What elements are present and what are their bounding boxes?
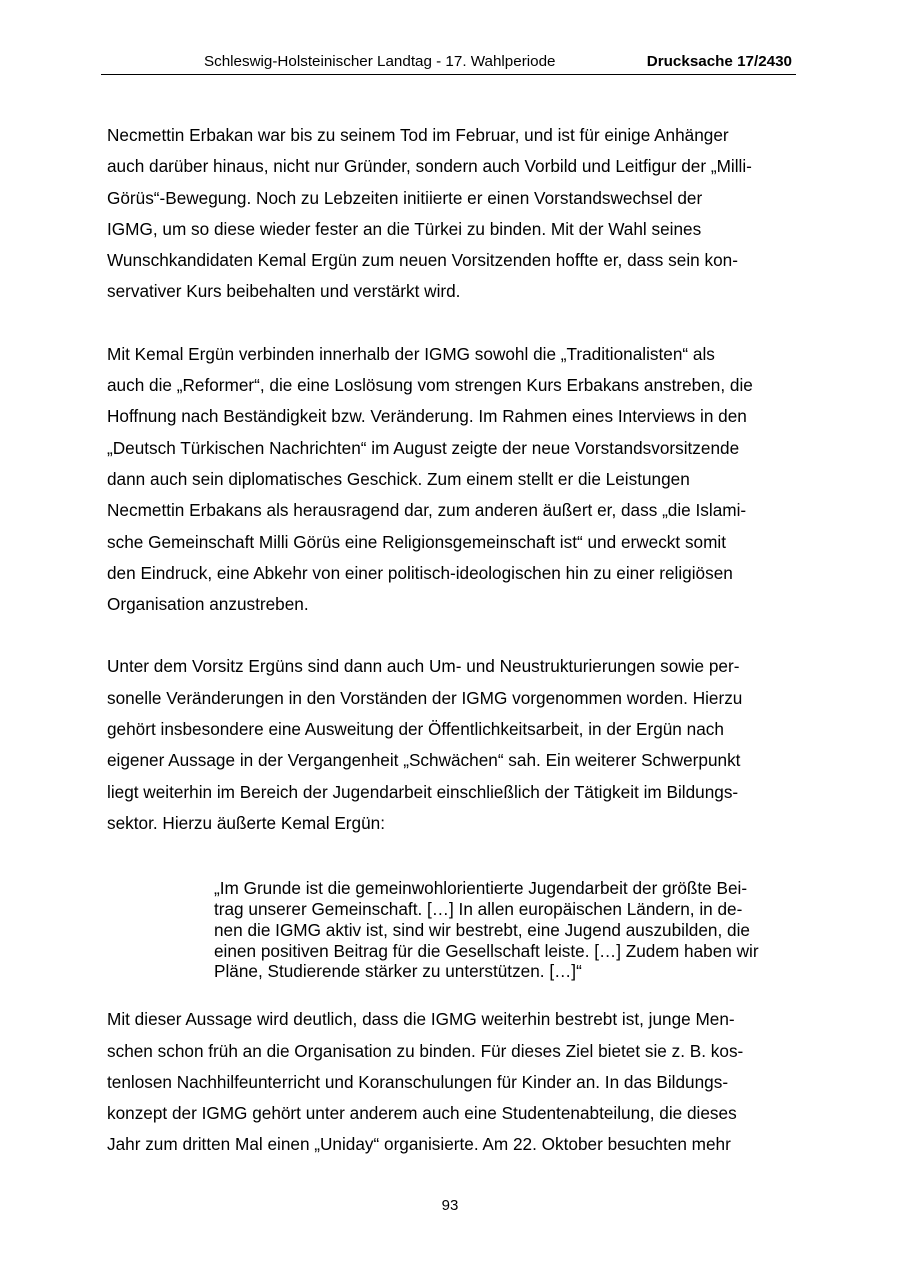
paragraph-3: Unter dem Vorsitz Ergüns sind dann auch Um- und Neustrukturierungen sowie per- sonelle Veränderungen in den Vorständen der IGMG vorgenommen worden. Hierzu gehört insbesondere eine Ausweitung der Öffentlichkeitsarbeit, in der Ergün nach eigener Aussage in der Vergangenheit „Schwächen“ sah. Ein weiterer Schwerpunkt liegt weiterhin im Bereich der Jugendarbeit einschließlich der Tätigkeit im Bildungs- sektor. Hierzu äußerte Kemal Ergün: [107, 656, 743, 833]
paragraph-4: Mit dieser Aussage wird deutlich, dass die IGMG weiterhin bestrebt ist, junge Men- schen schon früh an die Organisation zu binden. Für dieses Ziel bietet sie z. B. kos- tenlosen Nachhilfeunterricht und Koranschulungen für Kinder an. In das Bildungs- konzept der IGMG gehört unter anderem auch eine Studentenabteilung, die dieses Jahr zum dritten Mal einen „Uniday“ organisierte. Am 22. Oktober besuchten mehr [107, 1009, 744, 1155]
document-number: Drucksache 17/2430 [646, 53, 792, 70]
paragraph-2: Mit Kemal Ergün verbinden innerhalb der IGMG sowohl die „Traditionalisten“ als auch die „Reformer“, die eine Loslösung vom strengen Kurs Erbakans anstreben, die Hoffnung nach Beständigkeit bzw. Veränderung. Im Rahmen eines Interviews in den „Deutsch Türkischen Nachrichten“ im August zeigte der neue Vorstandsvorsitzende dann auch sein diplomatisches Geschick. Zum einem stellt er die Leistungen Necmettin Erbakans als herausragend dar, zum anderen äußert er, dass „die Islami- sche Gemeinschaft Milli Görüs eine Religionsgemeinschaft ist“ und erweckt somit den Eindruck, eine Abkehr von einer politisch-ideologischen hin zu einer religiösen Organisation anzustreben. [107, 343, 753, 615]
document-body [107, 120, 790, 1161]
page-header [101, 52, 796, 75]
header-title: Schleswig-Holsteinischer Landtag - 17. Wahlperiode [204, 53, 556, 70]
block-quote: „Im Grunde ist die gemeinwohlorientierte Jugendarbeit der größte Bei- trag unserer Gemeinschaft. […] In allen europäischen Ländern, in de- nen die IGMG aktiv ist, sind wir bestrebt, eine Jugend auszubilden, die einen positiven Beitrag für die Gesellschaft leiste. […] Zudem haben wir Pläne, Studierende stärker zu unterstützen. […]“ [214, 878, 759, 982]
paragraph-1: Necmettin Erbakan war bis zu seinem Tod im Februar, und ist für einige Anhänger auch darüber hinaus, nicht nur Gründer, sondern auch Vorbild und Leitfigur der „Milli- Görüs“-Bewegung. Noch zu Lebzeiten initiierte er einen Vorstandswechsel der IGMG, um so diese wieder fester an die Türkei zu binden. Mit der Wahl seines Wunschkandidaten Kemal Ergün zum neuen Vorsitzenden hoffte er, dass sein kon- servativer Kurs beibehalten und verstärkt wird. [107, 125, 752, 302]
page-number: 93 [441, 1197, 459, 1214]
